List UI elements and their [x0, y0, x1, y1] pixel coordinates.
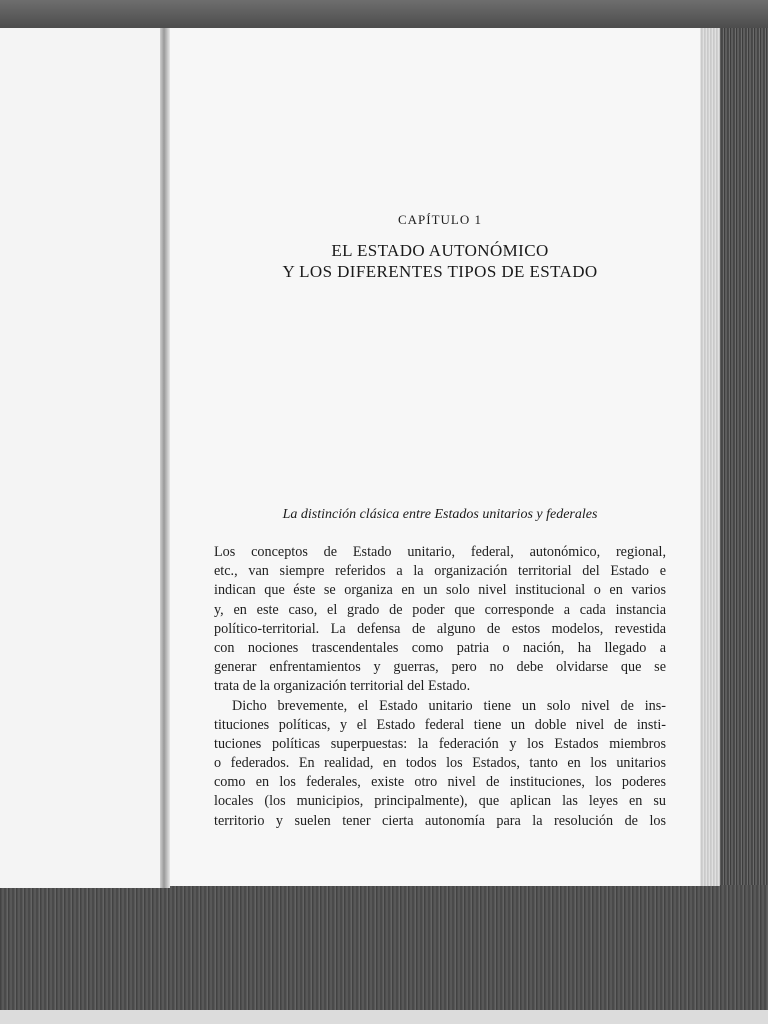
scanner-border-right — [718, 28, 768, 888]
chapter-title-line: EL ESTADO AUTONÓMICO — [331, 241, 549, 260]
text-line: político-territorial. La defensa de alguno de estos modelos, revestida — [214, 620, 666, 637]
text-line: o federados. En realidad, en todos los Estados, tanto en los unitarios — [214, 755, 666, 772]
text-line: tuciones políticas superpuestas: la federación y los Estados miembros — [214, 735, 666, 752]
text-line: territorio y suelen tener cierta autonomía para la resolución de los — [214, 812, 666, 829]
text-line: generar enfrentamientos y guerras, pero no debe olvidarse que se — [214, 659, 666, 676]
text-line: Los conceptos de Estado unitario, federal, autonómico, regional, — [214, 544, 666, 560]
text-line: tituciones políticas, y el Estado federal tiene un doble nivel de insti- — [214, 716, 666, 733]
paragraph — [214, 543, 666, 697]
chapter-title — [170, 240, 710, 282]
text-line: trata de la organización territorial del Estado. — [214, 678, 471, 695]
text-line: indican que éste se organiza en un solo nivel institucional o en varios — [214, 582, 666, 599]
body-text — [214, 543, 666, 831]
scanner-border-top — [0, 0, 768, 30]
section-heading: La distinción clásica entre Estados unitarios y federales — [282, 507, 598, 522]
text-line: locales (los municipios, principalmente), que aplican las leyes en su — [214, 793, 666, 810]
text-line: y, en este caso, el grado de poder que corresponde a cada instancia — [214, 601, 666, 618]
text-line: como en los federales, existe otro nivel de instituciones, los poderes — [214, 774, 666, 791]
chapter-title-line: Y LOS DIFERENTES TIPOS DE ESTADO — [282, 262, 598, 281]
paragraph — [214, 697, 666, 831]
text-line: con nociones trascendentales como patria o nación, ha llegado a — [214, 639, 666, 656]
chapter-label: CAPÍTULO 1 — [397, 212, 483, 227]
scanner-border-bottom-band — [0, 1010, 768, 1024]
text-line: Dicho brevemente, el Estado unitario tiene un solo nivel de ins- — [232, 697, 666, 714]
page-edges — [700, 28, 720, 886]
left-page-blank — [0, 28, 162, 888]
book-gutter — [160, 28, 170, 888]
text-line: etc., van siempre referidos a la organización territorial del Estado e — [214, 563, 666, 580]
scanner-border-bottom — [0, 885, 768, 1024]
